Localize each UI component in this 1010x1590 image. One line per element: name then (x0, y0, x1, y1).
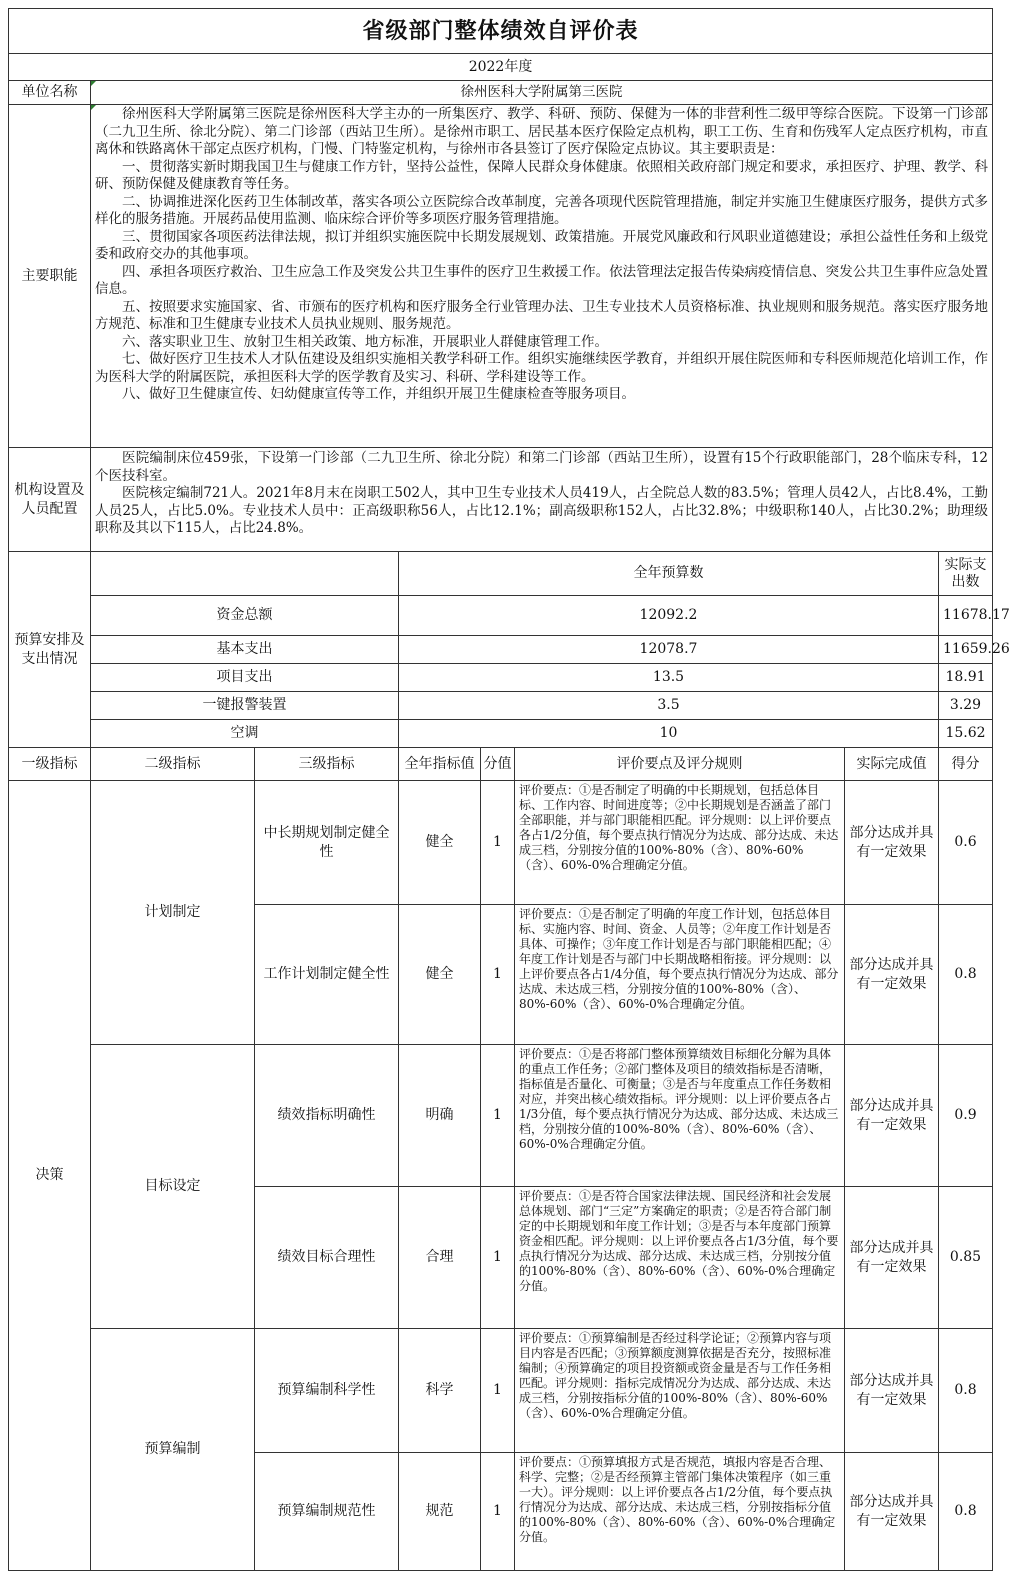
level1-cell: 决策 (9, 781, 91, 1571)
functions-paragraph: 三、贯彻国家各项医药法律法规，拟订并组织实施医院中长期发展规划、政策措施。开展党风廉政和行风职业道德建设；承担公益性任务和上级党委和政府交办的其他事项。 (95, 228, 989, 262)
budget-label: 预算安排及支出情况 (9, 552, 91, 748)
budget-row-actual: 11659.26 (939, 636, 993, 664)
budget-row-budget: 12078.7 (399, 636, 939, 664)
budget-header-blank (91, 552, 399, 596)
rules-cell: 评价要点：①是否将部门整体预算绩效目标细化分解为具体的重点工作任务；②部门整体及项目的绩效指标是否清晰，指标值是否量化、可衡量；③是否与年度重点工作任务数相对应，并突出核心绩效指标。评分规则：以上评价要点各占1/3分值，每个要点执行情况分为达成、部分达成、未达成三档，分别按分值的100%-80%（含）、80%-60%（含）、60%-0%合理确定分值。 (515, 1045, 845, 1187)
functions-paragraph: 一、贯彻落实新时期我国卫生与健康工作方针，坚持公益性，保障人民群众身体健康。依照相关政府部门规定和要求，承担医疗、护理、教学、科研、预防保健及健康教育等任务。 (95, 158, 989, 192)
level3-cell: 工作计划制定健全性 (255, 905, 399, 1045)
budget-row-budget: 12092.2 (399, 596, 939, 636)
rules-cell: 评价要点：①是否符合国家法律法规、国民经济和社会发展总体规划、部门“三定”方案确定的职责；②是否符合部门制定的中长期规划和年度工作计划；③是否与本年度部门预算资金相匹配。评分规则：以上评价要点各占1/3分值，每个要点执行情况分为达成、部分达成、未达成三档，分别按分值的100%-80%（含）、80%-60%（含）、60%-0%合理确定分值。 (515, 1187, 845, 1329)
target-cell: 合理 (399, 1187, 481, 1329)
functions-paragraph: 二、协调推进深化医药卫生体制改革，落实各项公立医院综合改革制度，完善各项现代医院管理措施，制定并实施卫生健康医疗服务，提供方式多样化的服务措施。开展药品使用监测、临床综合评价等多项医疗服务管理措施。 (95, 193, 989, 227)
header-score: 得分 (939, 748, 993, 781)
target-cell: 健全 (399, 905, 481, 1045)
unit-name-value: 徐州医科大学附属第三医院 (91, 81, 993, 105)
budget-row-name: 资金总额 (91, 596, 399, 636)
budget-row-actual: 3.29 (939, 692, 993, 720)
rules-cell: 评价要点：①是否制定了明确的中长期规划，包括总体目标、工作内容、时间进度等；②中长期规划是否涵盖了部门全部职能，并与部门职能相匹配。评分规则：以上评价要点各占1/2分值，每个要点执行情况分为达成、部分达成、未达成三档，分别按分值的100%-80%（含）、80%-60%（含）、60%-0%合理确定分值。 (515, 781, 845, 905)
unit-name-label: 单位名称 (9, 81, 91, 105)
header-target: 全年指标值 (399, 748, 481, 781)
score-cell: 0.6 (939, 781, 993, 905)
score-cell: 0.8 (939, 905, 993, 1045)
level2-cell: 计划制定 (91, 781, 255, 1045)
evaluation-sheet (8, 8, 1010, 1571)
budget-row-actual: 15.62 (939, 720, 993, 748)
budget-row-name: 一键报警装置 (91, 692, 399, 720)
score-value-cell: 1 (481, 1045, 515, 1187)
rules-cell: 评价要点：①预算填报方式是否规范，填报内容是否合理、科学、完整；②是否经预算主管部门集体决策程序（如三重一大）。评分规则：以上评价要点各占1/2分值，每个要点执行情况分为达成、部分达成、未达成三档，分别按指标分值的100%-80%（含）、80%-60%（含）、60%-0%合理确定分值。 (515, 1453, 845, 1571)
report-year: 2022年度 (9, 54, 993, 81)
level2-cell: 预算编制 (91, 1329, 255, 1571)
score-cell: 0.8 (939, 1453, 993, 1571)
header-level1: 一级指标 (9, 748, 91, 781)
score-value-cell: 1 (481, 1187, 515, 1329)
level3-cell: 预算编制科学性 (255, 1329, 399, 1453)
functions-paragraph: 八、做好卫生健康宣传、妇幼健康宣传等工作，并组织开展卫生健康检查等服务项目。 (122, 386, 635, 402)
actual-cell: 部分达成并具有一定效果 (845, 905, 939, 1045)
header-rules: 评价要点及评分规则 (515, 748, 845, 781)
level3-cell: 绩效目标合理性 (255, 1187, 399, 1329)
score-cell: 0.85 (939, 1187, 993, 1329)
score-value-cell: 1 (481, 905, 515, 1045)
header-level3: 三级指标 (255, 748, 399, 781)
score-cell: 0.9 (939, 1045, 993, 1187)
header-actual: 实际完成值 (845, 748, 939, 781)
actual-cell: 部分达成并具有一定效果 (845, 1187, 939, 1329)
score-value-cell: 1 (481, 1453, 515, 1571)
org-label: 机构设置及人员配置 (9, 448, 91, 552)
budget-row-budget: 3.5 (399, 692, 939, 720)
functions-paragraph: 四、承担各项医疗救治、卫生应急工作及突发公共卫生事件的医疗卫生救援工作。依法管理法定报告传染病疫情信息、突发公共卫生事件应急处置信息。 (95, 263, 989, 297)
target-cell: 健全 (399, 781, 481, 905)
budget-col-header: 全年预算数 (399, 552, 939, 596)
budget-row-name: 项目支出 (91, 664, 399, 692)
target-cell: 科学 (399, 1329, 481, 1453)
functions-paragraph: 五、按照要求实施国家、省、市颁布的医疗机构和医疗服务全行业管理办法、卫生专业技术人员资格标准、执业规则和服务规范。落实医疗服务地方规范、标准和卫生健康专业技术人员执业规则、服务规范。 (95, 298, 989, 332)
budget-row-actual: 11678.17 (939, 596, 993, 636)
budget-row-budget: 13.5 (399, 664, 939, 692)
score-value-cell: 1 (481, 1329, 515, 1453)
org-paragraph: 医院核定编制721人。2021年8月末在岗职工502人，其中卫生专业技术人员419人，占全院总人数的83.5%；管理人员42人，占比8.4%，工勤人员25人，占比5.0%。专业技术人员中：正高级职称56人，占比12.1%；副高级职称152人，占比32.8%；中级职称140人，占比30.2%；助理级职称及其以下115人，占比24.8%。 (95, 485, 989, 536)
level3-cell: 绩效指标明确性 (255, 1045, 399, 1187)
budget-row-budget: 10 (399, 720, 939, 748)
actual-cell: 部分达成并具有一定效果 (845, 1329, 939, 1453)
org-paragraph: 医院编制床位459张，下设第一门诊部（二九卫生所、徐北分院）和第二门诊部（西站卫生所），设置有15个行政职能部门，28个临床专科，12个医技科室。 (95, 450, 989, 484)
score-value-cell: 1 (481, 781, 515, 905)
level3-cell: 预算编制规范性 (255, 1453, 399, 1571)
level2-cell: 目标设定 (91, 1045, 255, 1329)
budget-row-name: 空调 (91, 720, 399, 748)
actual-cell: 部分达成并具有一定效果 (845, 1045, 939, 1187)
rules-cell: 评价要点：①是否制定了明确的年度工作计划，包括总体目标、实施内容、时间、资金、人员等；②年度工作计划是否具体、可操作；③年度工作计划是否与部门职能相匹配；④年度工作计划是否与部门中长期战略相衔接。评分规则：以上评价要点各占1/4分值，每个要点执行情况分为达成、部分达成、未达成三档，分别按分值的100%-80%（含）、80%-60%（含）、60%-0%合理确定分值。 (515, 905, 845, 1045)
actual-col-header: 实际支出数 (939, 552, 993, 596)
rules-cell: 评价要点：①预算编制是否经过科学论证；②预算内容与项目内容是否匹配；③预算额度测算依据是否充分，按照标准编制；④预算确定的项目投资额或资金量是否与工作任务相匹配。评分规则：指标完成情况分为达成、部分达成、未达成三档，分别按指标分值的100%-80%（含）、80%-60%（含）、60%-0%合理确定分值。 (515, 1329, 845, 1453)
functions-paragraph: 徐州医科大学附属第三医院是徐州医科大学主办的一所集医疗、教学、科研、预防、保健为一体的非营利性二级甲等综合医院。下设第一门诊部（二九卫生所、徐北分院）、第二门诊部（西站卫生所）。是徐州市职工、居民基本医疗保险定点机构，职工工伤、生育和伤残军人定点医疗机构，市直离休和铁路离休干部定点医疗机构，门慢、门特鉴定机构，与徐州市各县签订了医疗保险定点协议。其主要职责是： (95, 106, 989, 157)
budget-row-actual: 18.91 (939, 664, 993, 692)
evaluation-table (8, 8, 1010, 1571)
functions-paragraph: 七、做好医疗卫生技术人才队伍建设及组织实施相关教学科研工作。组织实施继续医学教育，并组织开展住院医师和专科医师规范化培训工作，作为医科大学的附属医院，承担医科大学的医学教育及实习、科研、学科建设等工作。 (95, 351, 989, 385)
budget-row-name: 基本支出 (91, 636, 399, 664)
functions-paragraph: 六、落实职业卫生、放射卫生相关政策、地方标准，开展职业人群健康管理工作。 (122, 333, 608, 350)
score-cell: 0.8 (939, 1329, 993, 1453)
target-cell: 规范 (399, 1453, 481, 1571)
functions-label: 主要职能 (9, 105, 91, 448)
org-content (91, 448, 993, 552)
functions-content (91, 105, 993, 448)
header-level2: 二级指标 (91, 748, 255, 781)
actual-cell: 部分达成并具有一定效果 (845, 781, 939, 905)
target-cell: 明确 (399, 1045, 481, 1187)
page-title: 省级部门整体绩效自评价表 (9, 9, 993, 54)
level3-cell: 中长期规划制定健全性 (255, 781, 399, 905)
actual-cell: 部分达成并具有一定效果 (845, 1453, 939, 1571)
header-score-value: 分值 (481, 748, 515, 781)
